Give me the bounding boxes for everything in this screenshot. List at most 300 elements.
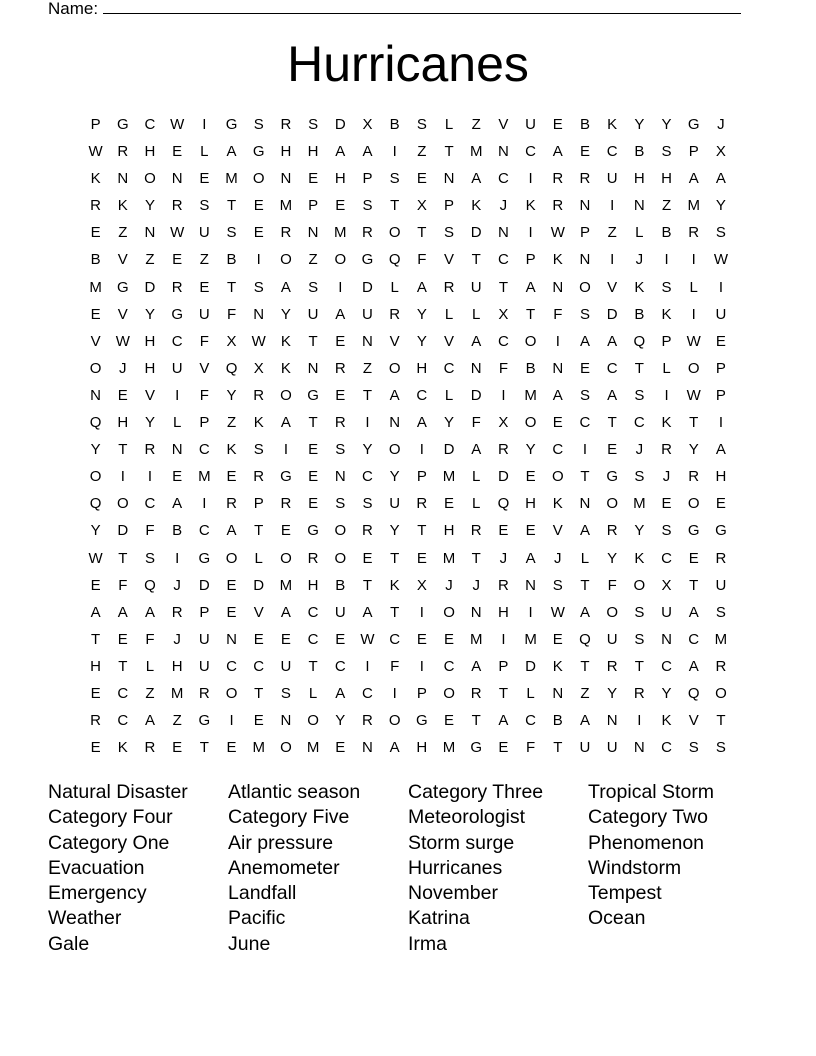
grid-letter[interactable]: U <box>525 116 537 133</box>
grid-letter[interactable]: T <box>526 305 536 323</box>
grid-letter[interactable]: M <box>89 278 102 296</box>
grid-letter[interactable]: E <box>253 197 264 215</box>
grid-letter[interactable]: A <box>335 143 346 161</box>
grid-letter[interactable]: T <box>390 603 400 621</box>
grid-letter[interactable]: D <box>198 576 210 594</box>
grid-letter[interactable]: I <box>175 549 180 567</box>
grid-letter[interactable]: E <box>715 332 726 350</box>
grid-letter[interactable]: Z <box>199 251 209 269</box>
grid-letter[interactable]: T <box>580 468 590 486</box>
grid-letter[interactable]: J <box>445 576 453 594</box>
grid-letter[interactable]: E <box>226 739 237 757</box>
grid-letter[interactable]: C <box>117 712 129 730</box>
grid-letter[interactable]: K <box>607 116 618 133</box>
grid-letter[interactable]: Y <box>661 116 672 133</box>
grid-letter[interactable]: C <box>443 359 455 377</box>
grid-letter[interactable]: J <box>499 549 508 567</box>
grid-letter[interactable]: H <box>497 603 509 621</box>
grid-letter[interactable]: A <box>471 332 482 350</box>
grid-letter[interactable]: E <box>172 468 183 486</box>
grid-letter[interactable]: Y <box>144 305 155 323</box>
grid-letter[interactable]: B <box>634 305 645 323</box>
grid-letter[interactable]: V <box>607 278 618 296</box>
grid-letter[interactable]: G <box>280 468 292 486</box>
grid-letter[interactable]: K <box>280 359 291 377</box>
grid-letter[interactable]: O <box>687 359 700 377</box>
grid-letter[interactable]: P <box>715 386 726 404</box>
grid-letter[interactable]: X <box>498 305 509 323</box>
grid-letter[interactable]: A <box>471 441 482 459</box>
grid-letter[interactable]: G <box>715 522 727 540</box>
grid-letter[interactable]: M <box>252 739 265 757</box>
grid-letter[interactable]: I <box>555 332 560 350</box>
grid-letter[interactable]: U <box>715 305 727 323</box>
grid-letter[interactable]: R <box>443 278 455 296</box>
grid-letter[interactable]: K <box>661 712 672 730</box>
grid-letter[interactable]: G <box>361 251 374 269</box>
grid-letter[interactable]: R <box>334 414 346 432</box>
grid-letter[interactable]: O <box>388 359 401 377</box>
grid-letter[interactable]: R <box>362 224 373 242</box>
grid-letter[interactable]: E <box>552 630 563 648</box>
grid-letter[interactable]: F <box>118 576 128 594</box>
grid-letter[interactable]: L <box>254 549 263 567</box>
grid-letter[interactable]: O <box>551 468 564 486</box>
grid-letter[interactable]: W <box>713 251 728 269</box>
grid-letter[interactable]: I <box>392 684 397 702</box>
grid-letter[interactable]: R <box>90 712 102 730</box>
grid-letter[interactable]: T <box>118 549 128 567</box>
grid-letter[interactable]: B <box>335 576 346 594</box>
grid-letter[interactable]: T <box>91 630 101 648</box>
grid-letter[interactable]: Y <box>607 549 618 567</box>
grid-letter[interactable]: V <box>444 251 455 269</box>
grid-letter[interactable]: T <box>254 684 264 702</box>
grid-letter[interactable]: U <box>198 630 210 648</box>
grid-letter[interactable]: P <box>362 170 373 188</box>
grid-letter[interactable]: U <box>171 359 183 377</box>
grid-letter[interactable]: P <box>253 495 264 513</box>
grid-letter[interactable]: F <box>607 576 617 594</box>
grid-letter[interactable]: K <box>226 441 237 459</box>
grid-letter[interactable]: O <box>116 495 129 513</box>
grid-letter[interactable]: W <box>686 332 701 350</box>
grid-letter[interactable]: H <box>525 495 537 513</box>
grid-letter[interactable]: T <box>689 576 699 594</box>
grid-letter[interactable]: O <box>280 549 292 567</box>
grid-letter[interactable]: A <box>172 495 183 513</box>
grid-letter[interactable]: G <box>416 712 428 730</box>
grid-letter[interactable]: T <box>118 657 128 675</box>
grid-letter[interactable]: O <box>687 495 700 513</box>
grid-letter[interactable]: D <box>470 386 482 404</box>
grid-letter[interactable]: P <box>661 332 672 350</box>
grid-letter[interactable]: N <box>389 414 401 432</box>
grid-letter[interactable]: S <box>253 441 264 459</box>
grid-letter[interactable]: O <box>280 739 292 757</box>
grid-letter[interactable]: R <box>198 684 210 702</box>
grid-letter[interactable]: O <box>579 278 591 296</box>
grid-letter[interactable]: C <box>497 251 509 269</box>
grid-letter[interactable]: K <box>117 197 128 215</box>
grid-letter[interactable]: W <box>170 224 185 242</box>
grid-letter[interactable]: K <box>634 549 645 567</box>
grid-letter[interactable]: P <box>444 197 455 215</box>
grid-letter[interactable]: E <box>199 278 210 296</box>
grid-letter[interactable]: E <box>416 170 427 188</box>
grid-letter[interactable]: M <box>714 630 728 648</box>
grid-letter[interactable]: R <box>362 712 373 730</box>
grid-letter[interactable]: F <box>145 630 155 648</box>
grid-letter[interactable]: B <box>634 143 645 161</box>
grid-letter[interactable]: N <box>552 684 564 702</box>
grid-letter[interactable]: A <box>416 278 427 296</box>
grid-letter[interactable]: R <box>552 197 564 215</box>
grid-letter[interactable]: N <box>280 170 292 188</box>
grid-letter[interactable]: P <box>199 603 210 621</box>
grid-letter[interactable]: S <box>579 386 590 404</box>
grid-letter[interactable]: T <box>634 657 644 675</box>
grid-letter[interactable]: T <box>471 712 481 730</box>
grid-letter[interactable]: O <box>388 224 401 242</box>
grid-letter[interactable]: W <box>88 549 103 567</box>
grid-letter[interactable]: E <box>444 495 455 513</box>
grid-letter[interactable]: I <box>501 630 506 648</box>
grid-letter[interactable]: V <box>144 386 155 404</box>
grid-letter[interactable]: H <box>90 657 102 675</box>
grid-letter[interactable]: R <box>579 170 591 188</box>
grid-letter[interactable]: G <box>687 116 700 133</box>
grid-letter[interactable]: K <box>90 170 101 188</box>
grid-letter[interactable]: I <box>528 170 533 188</box>
grid-letter[interactable]: T <box>580 576 590 594</box>
grid-letter[interactable]: E <box>498 739 509 757</box>
grid-letter[interactable]: O <box>388 441 401 459</box>
grid-letter[interactable]: O <box>280 386 292 404</box>
grid-letter[interactable]: E <box>90 576 101 594</box>
grid-letter[interactable]: A <box>688 170 699 188</box>
grid-letter[interactable]: C <box>362 684 373 702</box>
grid-letter[interactable]: V <box>688 712 699 730</box>
grid-letter[interactable]: R <box>226 495 237 513</box>
grid-letter[interactable]: E <box>199 170 210 188</box>
grid-letter[interactable]: P <box>715 359 726 377</box>
grid-letter[interactable]: S <box>444 224 455 242</box>
grid-letter[interactable]: E <box>335 197 346 215</box>
grid-letter[interactable]: D <box>606 305 618 323</box>
grid-letter[interactable]: U <box>307 305 319 323</box>
grid-letter[interactable]: I <box>664 386 669 404</box>
grid-letter[interactable]: B <box>226 251 237 269</box>
grid-letter[interactable]: Q <box>388 251 401 269</box>
grid-letter[interactable]: Z <box>226 414 237 432</box>
grid-letter[interactable]: Q <box>687 684 700 702</box>
grid-letter[interactable]: F <box>498 359 508 377</box>
grid-letter[interactable]: E <box>90 684 101 702</box>
grid-letter[interactable]: M <box>279 576 293 594</box>
grid-letter[interactable]: P <box>308 197 319 215</box>
grid-letter[interactable]: Z <box>362 359 373 377</box>
grid-letter[interactable]: N <box>552 278 564 296</box>
grid-letter[interactable]: C <box>606 359 618 377</box>
grid-letter[interactable]: A <box>607 386 618 404</box>
grid-letter[interactable]: H <box>144 359 156 377</box>
grid-letter[interactable]: K <box>253 414 264 432</box>
grid-letter[interactable]: C <box>198 522 210 540</box>
grid-letter[interactable]: Y <box>362 441 373 459</box>
grid-letter[interactable]: N <box>443 170 455 188</box>
grid-letter[interactable]: R <box>497 576 509 594</box>
grid-letter[interactable]: U <box>334 603 346 621</box>
grid-letter[interactable]: B <box>172 522 183 540</box>
grid-letter[interactable]: R <box>253 386 265 404</box>
grid-letter[interactable]: K <box>661 305 672 323</box>
grid-letter[interactable]: C <box>579 414 591 432</box>
grid-letter[interactable]: J <box>472 576 480 594</box>
grid-letter[interactable]: Z <box>145 684 155 702</box>
grid-letter[interactable]: A <box>144 603 155 621</box>
grid-letter[interactable]: U <box>579 739 591 757</box>
grid-letter[interactable]: L <box>472 468 481 486</box>
grid-letter[interactable]: Q <box>144 576 156 594</box>
grid-letter[interactable]: I <box>718 278 723 296</box>
grid-letter[interactable]: X <box>715 143 726 161</box>
grid-letter[interactable]: R <box>606 522 618 540</box>
grid-letter[interactable]: T <box>607 414 617 432</box>
grid-letter[interactable]: T <box>498 684 508 702</box>
grid-letter[interactable]: B <box>552 712 563 730</box>
grid-letter[interactable]: N <box>525 576 537 594</box>
grid-letter[interactable]: K <box>634 278 645 296</box>
grid-letter[interactable]: E <box>117 630 128 648</box>
grid-letter[interactable]: O <box>144 170 156 188</box>
grid-letter[interactable]: V <box>117 251 128 269</box>
grid-letter[interactable]: T <box>390 549 400 567</box>
grid-letter[interactable]: O <box>443 684 455 702</box>
grid-letter[interactable]: J <box>662 468 671 486</box>
grid-letter[interactable]: A <box>579 522 590 540</box>
grid-letter[interactable]: E <box>308 441 319 459</box>
grid-letter[interactable]: E <box>498 522 509 540</box>
grid-letter[interactable]: G <box>307 386 319 404</box>
grid-letter[interactable]: A <box>389 739 400 757</box>
grid-letter[interactable]: T <box>417 224 427 242</box>
grid-letter[interactable]: I <box>338 278 343 296</box>
grid-letter[interactable]: A <box>280 414 291 432</box>
grid-letter[interactable]: C <box>661 549 672 567</box>
grid-letter[interactable]: V <box>552 522 563 540</box>
grid-letter[interactable]: N <box>579 251 591 269</box>
grid-letter[interactable]: R <box>280 224 292 242</box>
grid-letter[interactable]: E <box>90 224 101 242</box>
grid-letter[interactable]: N <box>362 332 373 350</box>
grid-letter[interactable]: C <box>171 332 183 350</box>
grid-letter[interactable]: I <box>419 657 424 675</box>
grid-letter[interactable]: A <box>280 603 291 621</box>
grid-letter[interactable]: O <box>280 251 292 269</box>
grid-letter[interactable]: O <box>307 712 319 730</box>
grid-letter[interactable]: I <box>365 657 370 675</box>
grid-letter[interactable]: I <box>419 603 424 621</box>
grid-letter[interactable]: A <box>144 712 155 730</box>
grid-letter[interactable]: D <box>497 468 509 486</box>
grid-letter[interactable]: O <box>252 170 265 188</box>
grid-letter[interactable]: R <box>90 197 102 215</box>
grid-letter[interactable]: Q <box>497 495 510 513</box>
grid-letter[interactable]: S <box>661 143 672 161</box>
grid-letter[interactable]: O <box>606 495 618 513</box>
grid-letter[interactable]: R <box>416 495 428 513</box>
grid-letter[interactable]: P <box>579 224 590 242</box>
grid-letter[interactable]: S <box>634 386 645 404</box>
grid-letter[interactable]: W <box>360 630 375 648</box>
grid-letter[interactable]: T <box>689 414 699 432</box>
grid-letter[interactable]: I <box>610 197 615 215</box>
grid-letter[interactable]: W <box>115 332 130 350</box>
grid-letter[interactable]: E <box>579 359 590 377</box>
grid-letter[interactable]: C <box>416 386 428 404</box>
grid-letter[interactable]: I <box>501 386 506 404</box>
grid-letter[interactable]: M <box>306 739 320 757</box>
grid-letter[interactable]: L <box>635 224 644 242</box>
grid-letter[interactable]: A <box>715 441 726 459</box>
grid-letter[interactable]: C <box>253 657 265 675</box>
grid-letter[interactable]: C <box>552 441 564 459</box>
grid-letter[interactable]: H <box>633 170 645 188</box>
grid-letter[interactable]: A <box>688 657 699 675</box>
grid-letter[interactable]: G <box>116 116 129 133</box>
grid-letter[interactable]: K <box>552 251 563 269</box>
grid-letter[interactable]: T <box>118 441 128 459</box>
grid-letter[interactable]: A <box>471 657 482 675</box>
grid-letter[interactable]: G <box>606 468 618 486</box>
grid-letter[interactable]: E <box>253 630 264 648</box>
grid-letter[interactable]: S <box>661 522 672 540</box>
grid-letter[interactable]: U <box>362 305 373 323</box>
grid-letter[interactable]: F <box>553 305 563 323</box>
grid-letter[interactable]: K <box>389 576 400 594</box>
grid-letter[interactable]: I <box>147 468 153 486</box>
grid-letter[interactable]: S <box>661 278 672 296</box>
grid-letter[interactable]: T <box>226 197 237 215</box>
grid-letter[interactable]: T <box>254 522 264 540</box>
grid-letter[interactable]: M <box>524 386 537 404</box>
grid-letter[interactable]: E <box>253 224 264 242</box>
grid-letter[interactable]: Y <box>525 441 536 459</box>
grid-letter[interactable]: O <box>89 468 102 486</box>
grid-letter[interactable]: M <box>442 739 456 757</box>
grid-letter[interactable]: L <box>172 414 182 432</box>
grid-letter[interactable]: E <box>444 630 455 648</box>
grid-letter[interactable]: C <box>525 712 537 730</box>
grid-letter[interactable]: A <box>607 332 618 350</box>
grid-letter[interactable]: R <box>171 603 183 621</box>
grid-letter[interactable]: L <box>444 386 454 404</box>
grid-letter[interactable]: A <box>552 386 563 404</box>
grid-letter[interactable]: R <box>470 522 482 540</box>
grid-letter[interactable]: I <box>283 441 288 459</box>
grid-letter[interactable]: O <box>334 251 347 269</box>
grid-letter[interactable]: R <box>633 684 645 702</box>
grid-letter[interactable]: O <box>606 603 618 621</box>
grid-letter[interactable]: R <box>688 224 700 242</box>
grid-letter[interactable]: E <box>90 739 101 757</box>
grid-letter[interactable]: S <box>335 495 346 513</box>
grid-letter[interactable]: R <box>606 657 618 675</box>
grid-letter[interactable]: S <box>416 116 427 133</box>
grid-letter[interactable]: F <box>390 657 400 675</box>
grid-letter[interactable]: M <box>524 630 537 648</box>
grid-letter[interactable]: G <box>171 305 183 323</box>
grid-letter[interactable]: S <box>253 116 264 133</box>
grid-letter[interactable]: T <box>362 386 373 404</box>
grid-letter[interactable]: E <box>172 739 183 757</box>
grid-letter[interactable]: H <box>307 143 319 161</box>
grid-letter[interactable]: W <box>251 332 266 350</box>
grid-letter[interactable]: U <box>606 630 618 648</box>
grid-letter[interactable]: Y <box>416 332 427 350</box>
grid-letter[interactable]: S <box>552 576 563 594</box>
grid-letter[interactable]: Y <box>444 414 455 432</box>
grid-letter[interactable]: E <box>308 468 319 486</box>
grid-letter[interactable]: Y <box>634 522 645 540</box>
grid-letter[interactable]: J <box>554 549 562 567</box>
grid-letter[interactable]: K <box>552 657 563 675</box>
grid-letter[interactable]: C <box>497 170 509 188</box>
grid-letter[interactable]: R <box>389 305 401 323</box>
grid-letter[interactable]: X <box>498 414 509 432</box>
grid-letter[interactable]: I <box>202 495 207 513</box>
grid-letter[interactable]: L <box>444 116 454 133</box>
grid-letter[interactable]: Z <box>417 143 427 161</box>
grid-letter[interactable]: T <box>471 251 481 269</box>
grid-letter[interactable]: H <box>117 414 129 432</box>
grid-letter[interactable]: V <box>117 305 128 323</box>
grid-letter[interactable]: T <box>226 278 237 296</box>
grid-letter[interactable]: R <box>661 441 672 459</box>
grid-letter[interactable]: Q <box>633 332 646 350</box>
grid-letter[interactable]: L <box>580 549 590 567</box>
grid-letter[interactable]: R <box>470 684 482 702</box>
grid-letter[interactable]: K <box>525 197 536 215</box>
grid-letter[interactable]: H <box>443 522 455 540</box>
grid-letter[interactable]: W <box>550 224 565 242</box>
grid-letter[interactable]: F <box>199 332 209 350</box>
grid-letter[interactable]: B <box>389 116 400 133</box>
grid-letter[interactable]: E <box>226 468 237 486</box>
grid-letter[interactable]: O <box>715 684 727 702</box>
grid-letter[interactable]: B <box>579 116 590 133</box>
grid-letter[interactable]: Y <box>335 712 346 730</box>
grid-letter[interactable]: Y <box>226 386 237 404</box>
grid-letter[interactable]: P <box>416 468 427 486</box>
grid-letter[interactable]: F <box>145 522 155 540</box>
grid-letter[interactable]: N <box>497 143 509 161</box>
grid-letter[interactable]: I <box>691 251 696 269</box>
grid-letter[interactable]: X <box>253 359 264 377</box>
grid-letter[interactable]: R <box>688 468 700 486</box>
grid-letter[interactable]: Y <box>280 305 291 323</box>
grid-letter[interactable]: Y <box>634 116 645 133</box>
grid-letter[interactable]: N <box>90 386 102 404</box>
grid-letter[interactable]: O <box>388 712 401 730</box>
grid-letter[interactable]: T <box>308 414 318 432</box>
grid-letter[interactable]: D <box>525 657 537 675</box>
grid-letter[interactable]: C <box>606 143 618 161</box>
grid-letter[interactable]: U <box>198 657 210 675</box>
grid-letter[interactable]: T <box>417 522 427 540</box>
grid-letter[interactable]: L <box>145 657 155 675</box>
